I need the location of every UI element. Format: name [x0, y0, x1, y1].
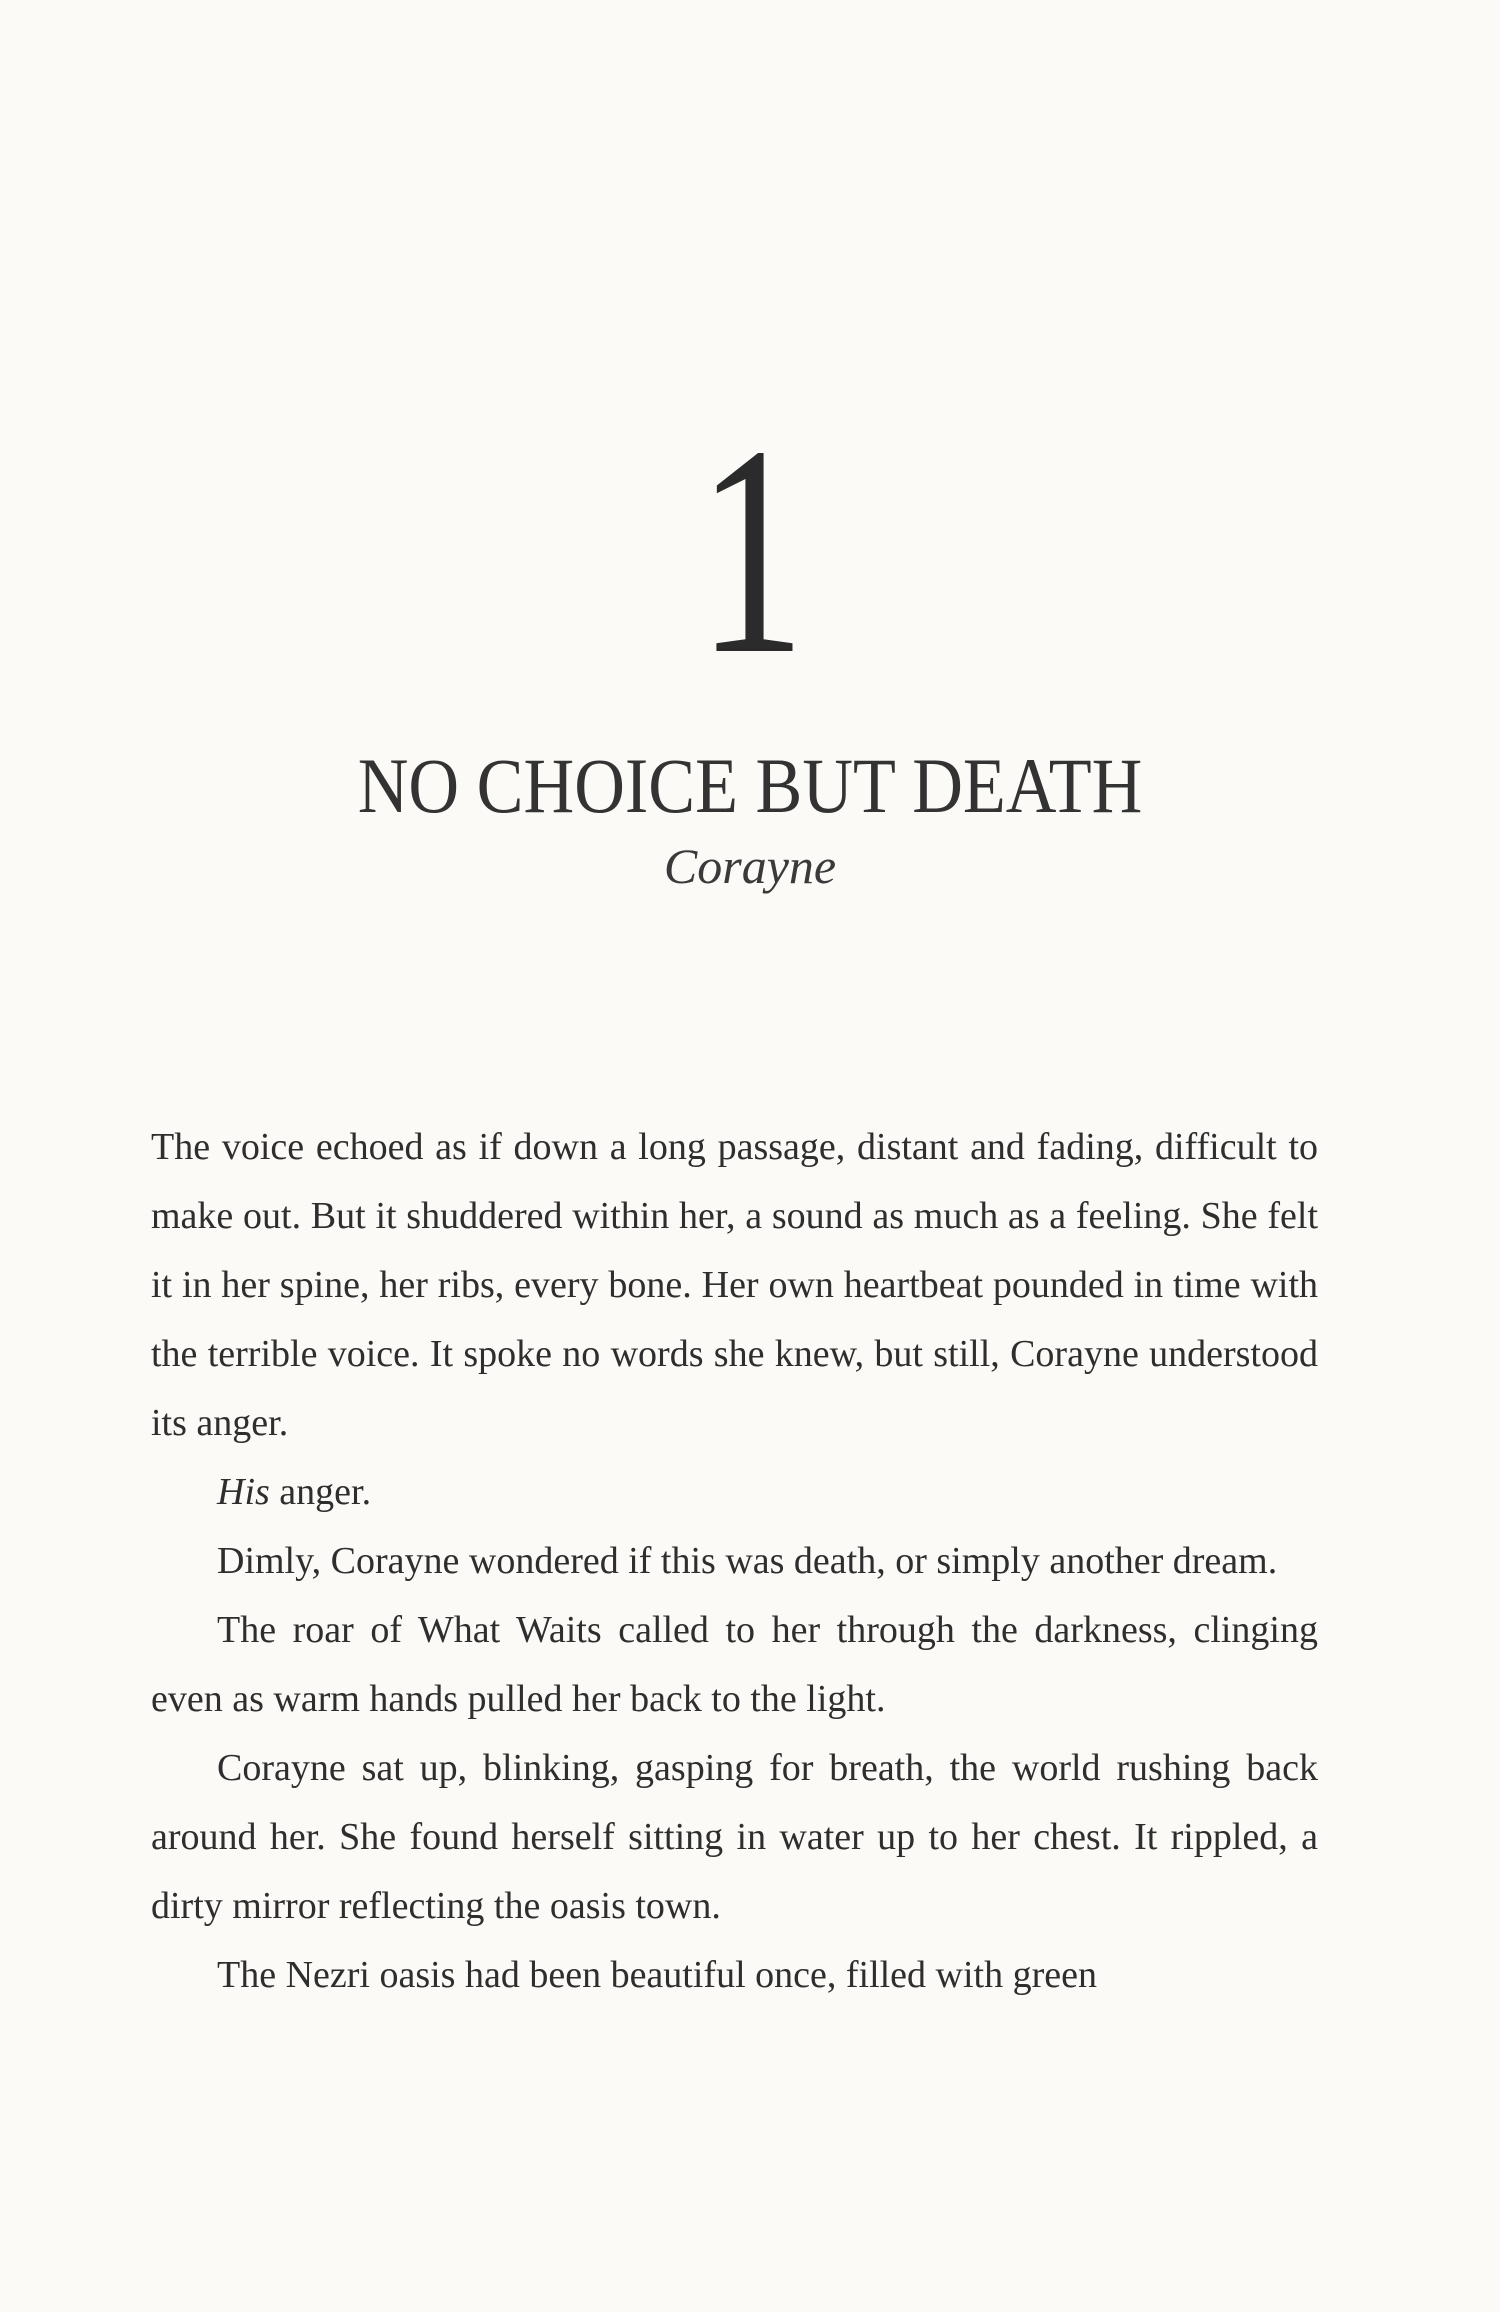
chapter-title: NO CHOICE BUT DEATH: [357, 742, 1143, 829]
paragraph-2-emphasis: His: [217, 1471, 270, 1513]
chapter-number: 1: [697, 384, 803, 716]
chapter-body: [151, 1113, 1318, 2010]
paragraph-4: The roar of What Waits called to her through the darkness, clinging even as warm hands pulled her back to the light.: [151, 1609, 1318, 1720]
paragraph-2: [151, 1458, 1318, 1527]
paragraph-5: Corayne sat up, blinking, gasping for breath, the world rushing back around her. She found herself sitting in water up to her chest. It rippled, a dirty mirror reflecting the oasis town.: [151, 1747, 1318, 1927]
paragraph-1: The voice echoed as if down a long passage, distant and fading, difficult to make out. But it shuddered within her, a sound as much as a feeling. She felt it in her spine, her ribs, every bone. Her own heartbeat pounded in time with the terrible voice. It spoke no words she knew, but still, Corayne understood its anger.: [151, 1126, 1318, 1444]
chapter-pov-character: Corayne: [663, 838, 837, 894]
paragraph-6: The Nezri oasis had been beautiful once, filled with green: [217, 1954, 1097, 1996]
paragraph-2-text: anger.: [269, 1471, 372, 1513]
paragraph-3: Dimly, Corayne wondered if this was death, or simply another dream.: [217, 1540, 1278, 1582]
